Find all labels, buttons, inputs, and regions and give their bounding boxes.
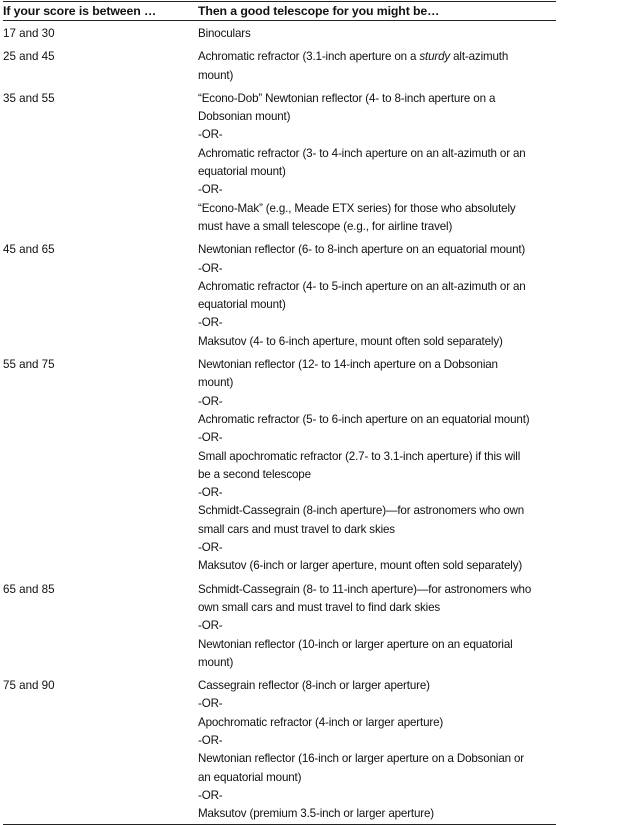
score-range-cell: 55 and 75	[3, 358, 55, 372]
telescope-line: Newtonian reflector (16-inch or larger aperture on a Dobsonian or	[198, 752, 525, 766]
telescope-line: equatorial mount)	[198, 298, 286, 312]
score-range-cell: 25 and 45	[3, 50, 55, 64]
telescope-line: “Econo-Mak” (e.g., Meade ETX series) for those who absolutely	[198, 201, 516, 215]
score-range-cell: 45 and 65	[3, 243, 55, 257]
telescope-line: equatorial mount)	[198, 165, 286, 179]
telescope-line: “Econo-Dob” Newtonian reflector (4- to 8-inch aperture on a	[198, 91, 496, 105]
telescope-line: Small apochromatic refractor (2.7- to 3.1-inch aperture) if this will	[198, 449, 521, 463]
telescope-line: mount)	[198, 68, 234, 82]
telescope-line: Schmidt-Cassegrain (8- to 11-inch aperture)—for astronomers who	[198, 582, 532, 596]
table-row	[3, 352, 556, 577]
telescope-line: small cars and must travel to dark skies	[198, 522, 395, 536]
telescope-line: own small cars and must travel to find dark skies	[198, 600, 441, 614]
telescope-line: Dobsonian mount)	[198, 110, 291, 124]
or-separator: -OR-	[198, 316, 223, 330]
telescope-line: Maksutov (premium 3.5-inch or larger aperture)	[198, 807, 435, 821]
telescope-line: Achromatic refractor (5- to 6-inch aperture on an equatorial mount)	[198, 412, 530, 426]
or-separator: -OR-	[198, 183, 223, 197]
telescope-line: Apochromatic refractor (4-inch or larger aperture)	[198, 715, 444, 729]
telescope-recommendation-table	[3, 0, 556, 825]
score-range-cell: 75 and 90	[3, 679, 55, 693]
table-row	[3, 86, 556, 237]
telescope-line: Schmidt-Cassegrain (8-inch aperture)—for astronomers who own	[198, 504, 525, 518]
table-row	[3, 44, 556, 86]
telescope-cell	[198, 90, 556, 236]
or-separator: -OR-	[198, 394, 223, 408]
telescope-line: Cassegrain reflector (8-inch or larger aperture)	[198, 679, 430, 693]
table-row	[3, 21, 556, 44]
or-separator: -OR-	[198, 697, 223, 711]
telescope-line: Newtonian reflector (10-inch or larger aperture on an equatorial	[198, 637, 513, 651]
telescope-cell	[198, 48, 556, 85]
telescope-line: Achromatic refractor (3.1-inch aperture on a sturdy alt-azimuth	[198, 50, 509, 64]
telescope-cell	[198, 677, 556, 823]
or-separator: -OR-	[198, 733, 223, 747]
header-telescope: Then a good telescope for you might be…	[198, 4, 440, 18]
telescope-line: mount)	[198, 655, 234, 669]
telescope-line: Newtonian reflector (12- to 14-inch aperture on a Dobsonian	[198, 358, 498, 372]
telescope-line: mount)	[198, 376, 234, 390]
score-range-cell: 17 and 30	[3, 27, 55, 40]
table-body	[3, 21, 556, 824]
telescope-cell	[198, 581, 556, 672]
telescope-line: Maksutov (6-inch or larger aperture, mount often sold separately)	[198, 559, 523, 573]
or-separator: -OR-	[198, 788, 223, 802]
or-separator: -OR-	[198, 541, 223, 555]
telescope-line: Newtonian reflector (6- to 8-inch aperture on an equatorial mount)	[198, 243, 526, 257]
table-row	[3, 577, 556, 673]
table-row	[3, 237, 556, 352]
telescope-line: be a second telescope	[198, 467, 311, 481]
score-range-cell: 35 and 55	[3, 91, 55, 105]
header-score-range: If your score is between …	[3, 4, 157, 18]
telescope-line: Achromatic refractor (4- to 5-inch aperture on an alt-azimuth or an	[198, 279, 526, 293]
telescope-line: Maksutov (4- to 6-inch aperture, mount often sold separately)	[198, 334, 503, 348]
or-separator: -OR-	[198, 619, 223, 633]
telescope-line: an equatorial mount)	[198, 770, 302, 784]
table-row	[3, 673, 556, 824]
or-separator: -OR-	[198, 431, 223, 445]
telescope-cell	[198, 356, 556, 576]
telescope-cell	[198, 25, 556, 43]
telescope-line: Binoculars	[198, 27, 251, 40]
telescope-line: Achromatic refractor (3- to 4-inch aperture on an alt-azimuth or an	[198, 146, 526, 160]
telescope-line: must have a small telescope (e.g., for airline travel)	[198, 219, 453, 233]
or-separator: -OR-	[198, 486, 223, 500]
or-separator: -OR-	[198, 128, 223, 142]
telescope-cell	[198, 241, 556, 351]
score-range-cell: 65 and 85	[3, 582, 55, 596]
table-header	[3, 2, 556, 20]
or-separator: -OR-	[198, 261, 223, 275]
